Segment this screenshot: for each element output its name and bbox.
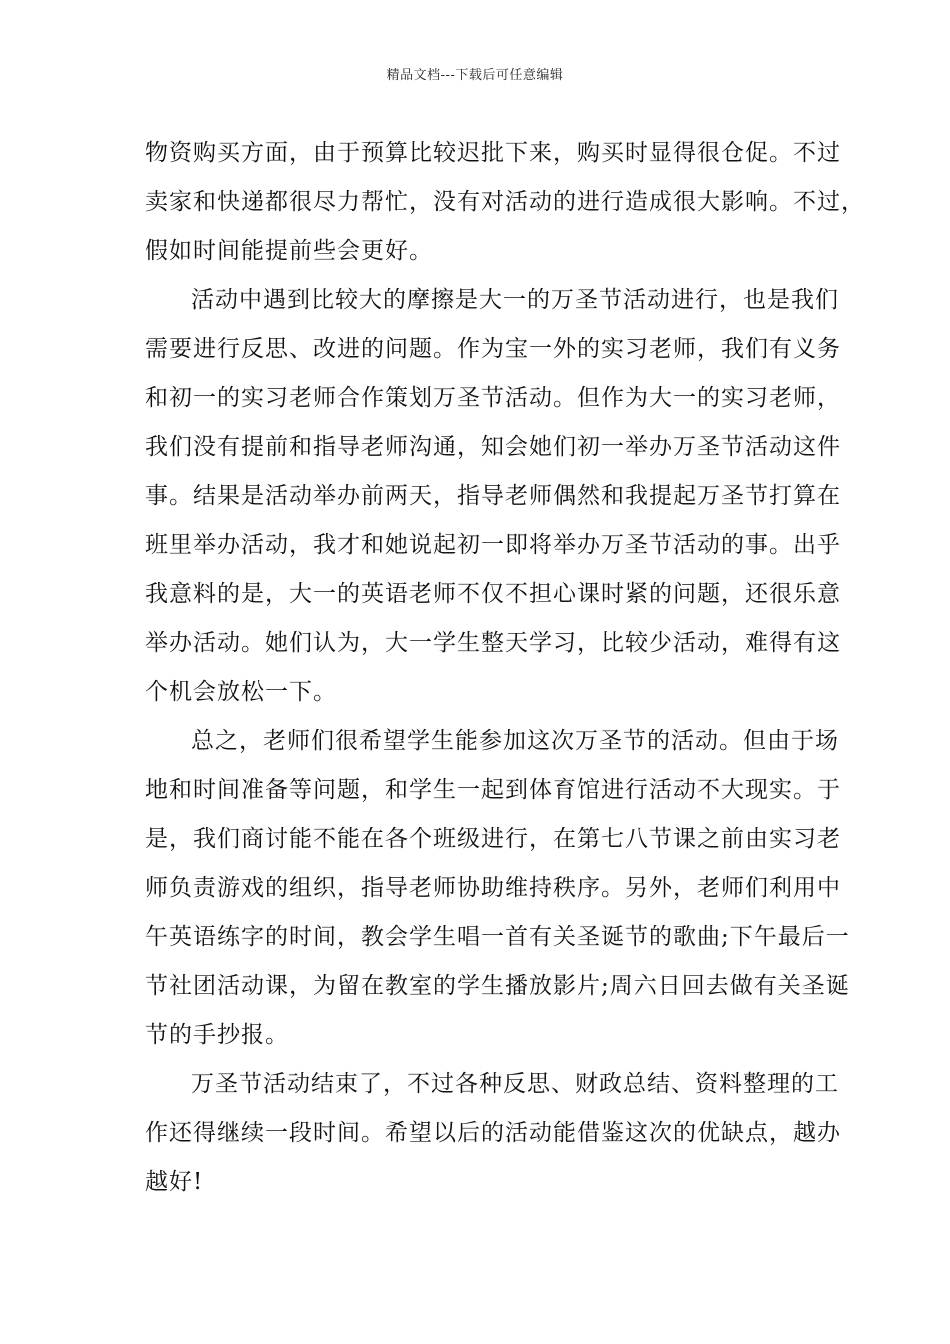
text-line: 午英语练字的时间，教会学生唱一首有关圣诞节的歌曲;下午最后一 <box>145 924 850 950</box>
text-line: 越好! <box>145 1169 204 1195</box>
paragraph-1 <box>145 129 865 276</box>
text-line: 师负责游戏的组织，指导老师协助维持秩序。另外，老师们利用中 <box>145 875 841 901</box>
text-line: 活动中遇到比较大的摩擦是大一的万圣节活动进行，也是我们 <box>191 287 839 313</box>
text-line: 个机会放松一下。 <box>145 679 337 705</box>
text-line: 我意料的是，大一的英语老师不仅不担心课时紧的问题，还很乐意 <box>145 581 841 607</box>
text-line: 事。结果是活动举办前两天，指导老师偶然和我提起万圣节打算在 <box>145 483 841 509</box>
text-line: 总之，老师们很希望学生能参加这次万圣节的活动。但由于场 <box>191 728 839 754</box>
text-line: 节社团活动课，为留在教室的学生播放影片;周六日回去做有关圣诞 <box>145 973 850 999</box>
text-line: 是，我们商讨能不能在各个班级进行，在第七八节课之前由实习老 <box>145 826 841 852</box>
text-line: 班里举办活动，我才和她说起初一即将举办万圣节活动的事。出乎 <box>145 532 841 558</box>
text-line: 节的手抄报。 <box>145 1022 289 1048</box>
page-header: 精品文档---下载后可任意编辑 <box>386 68 564 83</box>
text-line: 万圣节活动结束了，不过各种反思、财政总结、资料整理的工 <box>191 1071 839 1097</box>
paragraph-4 <box>145 1060 841 1207</box>
paragraph-3 <box>145 717 850 1060</box>
text-line: 需要进行反思、改进的问题。作为宝一外的实习老师，我们有义务 <box>145 336 841 362</box>
text-line: 和初一的实习老师合作策划万圣节活动。但作为大一的实习老师， <box>145 385 841 411</box>
text-line: 地和时间准备等问题，和学生一起到体育馆进行活动不大现实。于 <box>145 777 841 803</box>
text-line: 我们没有提前和指导老师沟通，知会她们初一举办万圣节活动这件 <box>145 434 841 460</box>
paragraph-2 <box>145 276 841 717</box>
text-line: 举办活动。她们认为，大一学生整天学习，比较少活动，难得有这 <box>145 630 841 656</box>
text-line: 作还得继续一段时间。希望以后的活动能借鉴这次的优缺点，越办 <box>145 1120 841 1146</box>
text-line: 物资购买方面，由于预算比较迟批下来，购买时显得很仓促。不过 <box>145 140 841 166</box>
text-line: 假如时间能提前些会更好。 <box>145 238 433 264</box>
document-body <box>145 129 865 1207</box>
text-line: 卖家和快递都很尽力帮忙，没有对活动的进行造成很大影响。不过， <box>145 189 865 215</box>
